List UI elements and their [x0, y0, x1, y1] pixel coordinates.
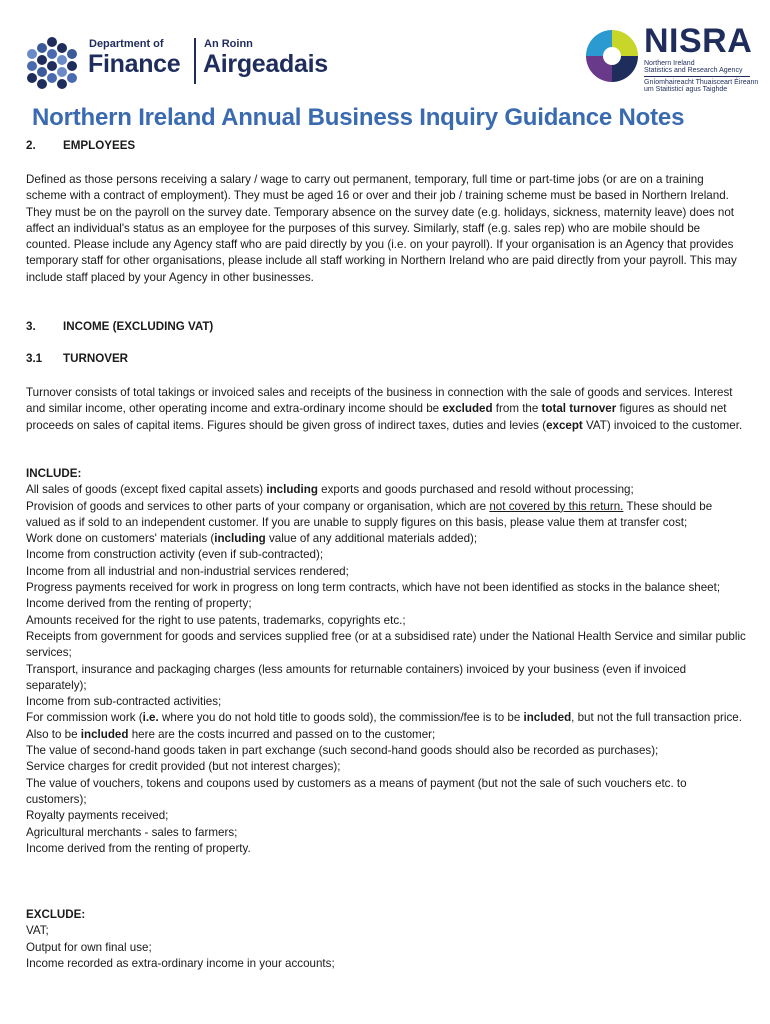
list-item: VAT; [26, 924, 49, 938]
department-of-finance-logo [26, 36, 346, 90]
dof-label-english-small: Department of [89, 38, 164, 50]
dof-label-irish-small: An Roinn [204, 38, 253, 50]
list-item-text: For commission work ( [26, 711, 143, 725]
list-item: Receipts from government for goods and services supplied free (or at a subsidised rate) under the National Health Service and similar public services; [26, 629, 746, 660]
turnover-text-3: figures as should net proceeds on sales of capital items. Figures should be given gross of indirect taxes, duties and levies ( [26, 402, 727, 432]
list-item [26, 531, 746, 547]
include-heading: INCLUDE: [26, 467, 82, 480]
list-item-bold: including [214, 532, 266, 546]
list-item-bold: i.e. [142, 711, 159, 725]
list-item-text: Work done on customers' materials ( [26, 532, 215, 546]
nisra-subtitle-2: Statistics and Research Agency [644, 67, 743, 74]
list-item: Service charges for credit provided (but not interest charges); [26, 760, 341, 774]
list-item: The value of vouchers, tokens and coupons used by customers as a means of payment (but not the sale of such vouchers etc. to customers); [26, 776, 687, 806]
nisra-logo [582, 22, 757, 94]
list-item-text: These should be valued as if sold to an independent customer. If you are unable to supply figures on this basis, please value them at transfer cost; [26, 499, 713, 529]
list-item: The value of second-hand goods taken in part exchange (such second-hand goods should also be recorded as purchases); [26, 744, 659, 758]
section-2-heading: EMPLOYEES [63, 139, 136, 152]
section-3-1-number: 3.1 [26, 352, 43, 365]
list-item: Amounts received for the right to use patents, trademarks, copyrights etc.; [26, 613, 406, 627]
turnover-text-2: from the [492, 402, 542, 416]
section-2-number: 2. [26, 139, 36, 152]
turnover-bold-total: total turnover [541, 402, 617, 416]
dof-hexagon-icon [26, 36, 78, 90]
list-item: Transport, insurance and packaging charges (less amounts for returnable containers) invoiced by your business (even if invoiced separately); [26, 662, 687, 692]
dof-divider [194, 38, 196, 84]
list-item-text: here are the costs incurred and passed on to the customer; [128, 727, 436, 741]
list-item: Royalty payments received; [26, 809, 169, 823]
list-item-bold: included [80, 727, 129, 741]
list-item-bold: including [266, 483, 318, 497]
list-item-text: value of any additional materials added); [265, 532, 478, 546]
list-item-underlined: not covered by this return. [489, 499, 624, 513]
nisra-emblem-icon [582, 26, 642, 86]
nisra-subtitle-1: Northern Ireland [644, 60, 695, 67]
list-item: Output for own final use; [26, 940, 152, 954]
exclude-heading: EXCLUDE: [26, 908, 86, 921]
list-item: Income from construction activity (even if sub-contracted); [26, 548, 324, 562]
list-item [26, 499, 746, 532]
list-item: Income derived from the renting of property. [26, 841, 251, 855]
section-3-heading: INCOME (EXCLUDING VAT) [63, 320, 214, 333]
list-item [26, 710, 746, 743]
section-2-body: Defined as those persons receiving a salary / wage to carry out permanent, temporary, full time or part-time jobs (or are on a training scheme with a contract of employment). They must be aged 16 or over and their job / training scheme must be based in Northern Ireland. They must be on the payroll on the survey date. Temporary absence on the survey date (e.g. holidays, sickness, maternity leave) does not affect an individual's status as an employee for the purposes of this survey. Similarly, staff (e.g. sales rep) who are mobile should be counted. Please include any Agency staff who are paid directly by you (i.e. on your payroll). If your organisation is an Agency that provides temporary staff for other organisations, please include all staff working in Northern Ireland who are paid directly from your payroll. This may include staff placed by your Agency in other businesses. [26, 173, 737, 284]
list-item-text: Provision of goods and services to other parts of your company or organisation, which are [26, 499, 490, 513]
include-list [26, 466, 746, 857]
list-item: Agricultural merchants - sales to farmers; [26, 825, 238, 839]
nisra-subtitle-3: Gníomhaireacht Thuaisceart Éireann [644, 79, 759, 86]
list-item [26, 482, 746, 498]
turnover-bold-excluded: excluded [442, 402, 493, 416]
list-item: Income from all industrial and non-industrial services rendered; [26, 564, 349, 578]
list-item: Income recorded as extra-ordinary income in your accounts; [26, 956, 335, 970]
list-item: Progress payments received for work in progress on long term contracts, which have not been identified as stocks in the balance sheet; [26, 581, 721, 595]
list-item: Income derived from the renting of property; [26, 597, 252, 611]
list-item-text: where you do not hold title to goods sold), the commission/fee is to be [158, 711, 524, 725]
dof-label-english: Finance [88, 50, 181, 78]
turnover-text-4: VAT) invoiced to the customer. [582, 418, 743, 432]
nisra-divider [644, 76, 750, 77]
list-item: Income from sub-contracted activities; [26, 695, 222, 709]
list-item-text: exports and goods purchased and resold without processing; [317, 483, 634, 497]
turnover-bold-except: except [546, 418, 583, 432]
turnover-paragraph [26, 385, 746, 434]
nisra-title: NISRA [644, 22, 753, 60]
nisra-subtitle-4: um Staitisticí agus Taighde [644, 86, 728, 93]
dof-label-irish: Airgeadais [203, 50, 328, 78]
section-3-number: 3. [26, 320, 36, 333]
list-item-text: , but not the full transaction price. Also to be [26, 711, 742, 741]
document-title: Northern Ireland Annual Business Inquiry Guidance Notes [32, 104, 685, 131]
list-item-bold: included [523, 711, 572, 725]
exclude-list [26, 907, 746, 972]
section-3-1-heading: TURNOVER [63, 352, 129, 365]
list-item-text: All sales of goods (except fixed capital assets) [26, 483, 267, 497]
turnover-text-1: Turnover consists of total takings or invoiced sales and receipts of the business in connection with the sale of goods and services. Interest and similar income, other operating income and extra-ordinary income should be [26, 386, 733, 416]
